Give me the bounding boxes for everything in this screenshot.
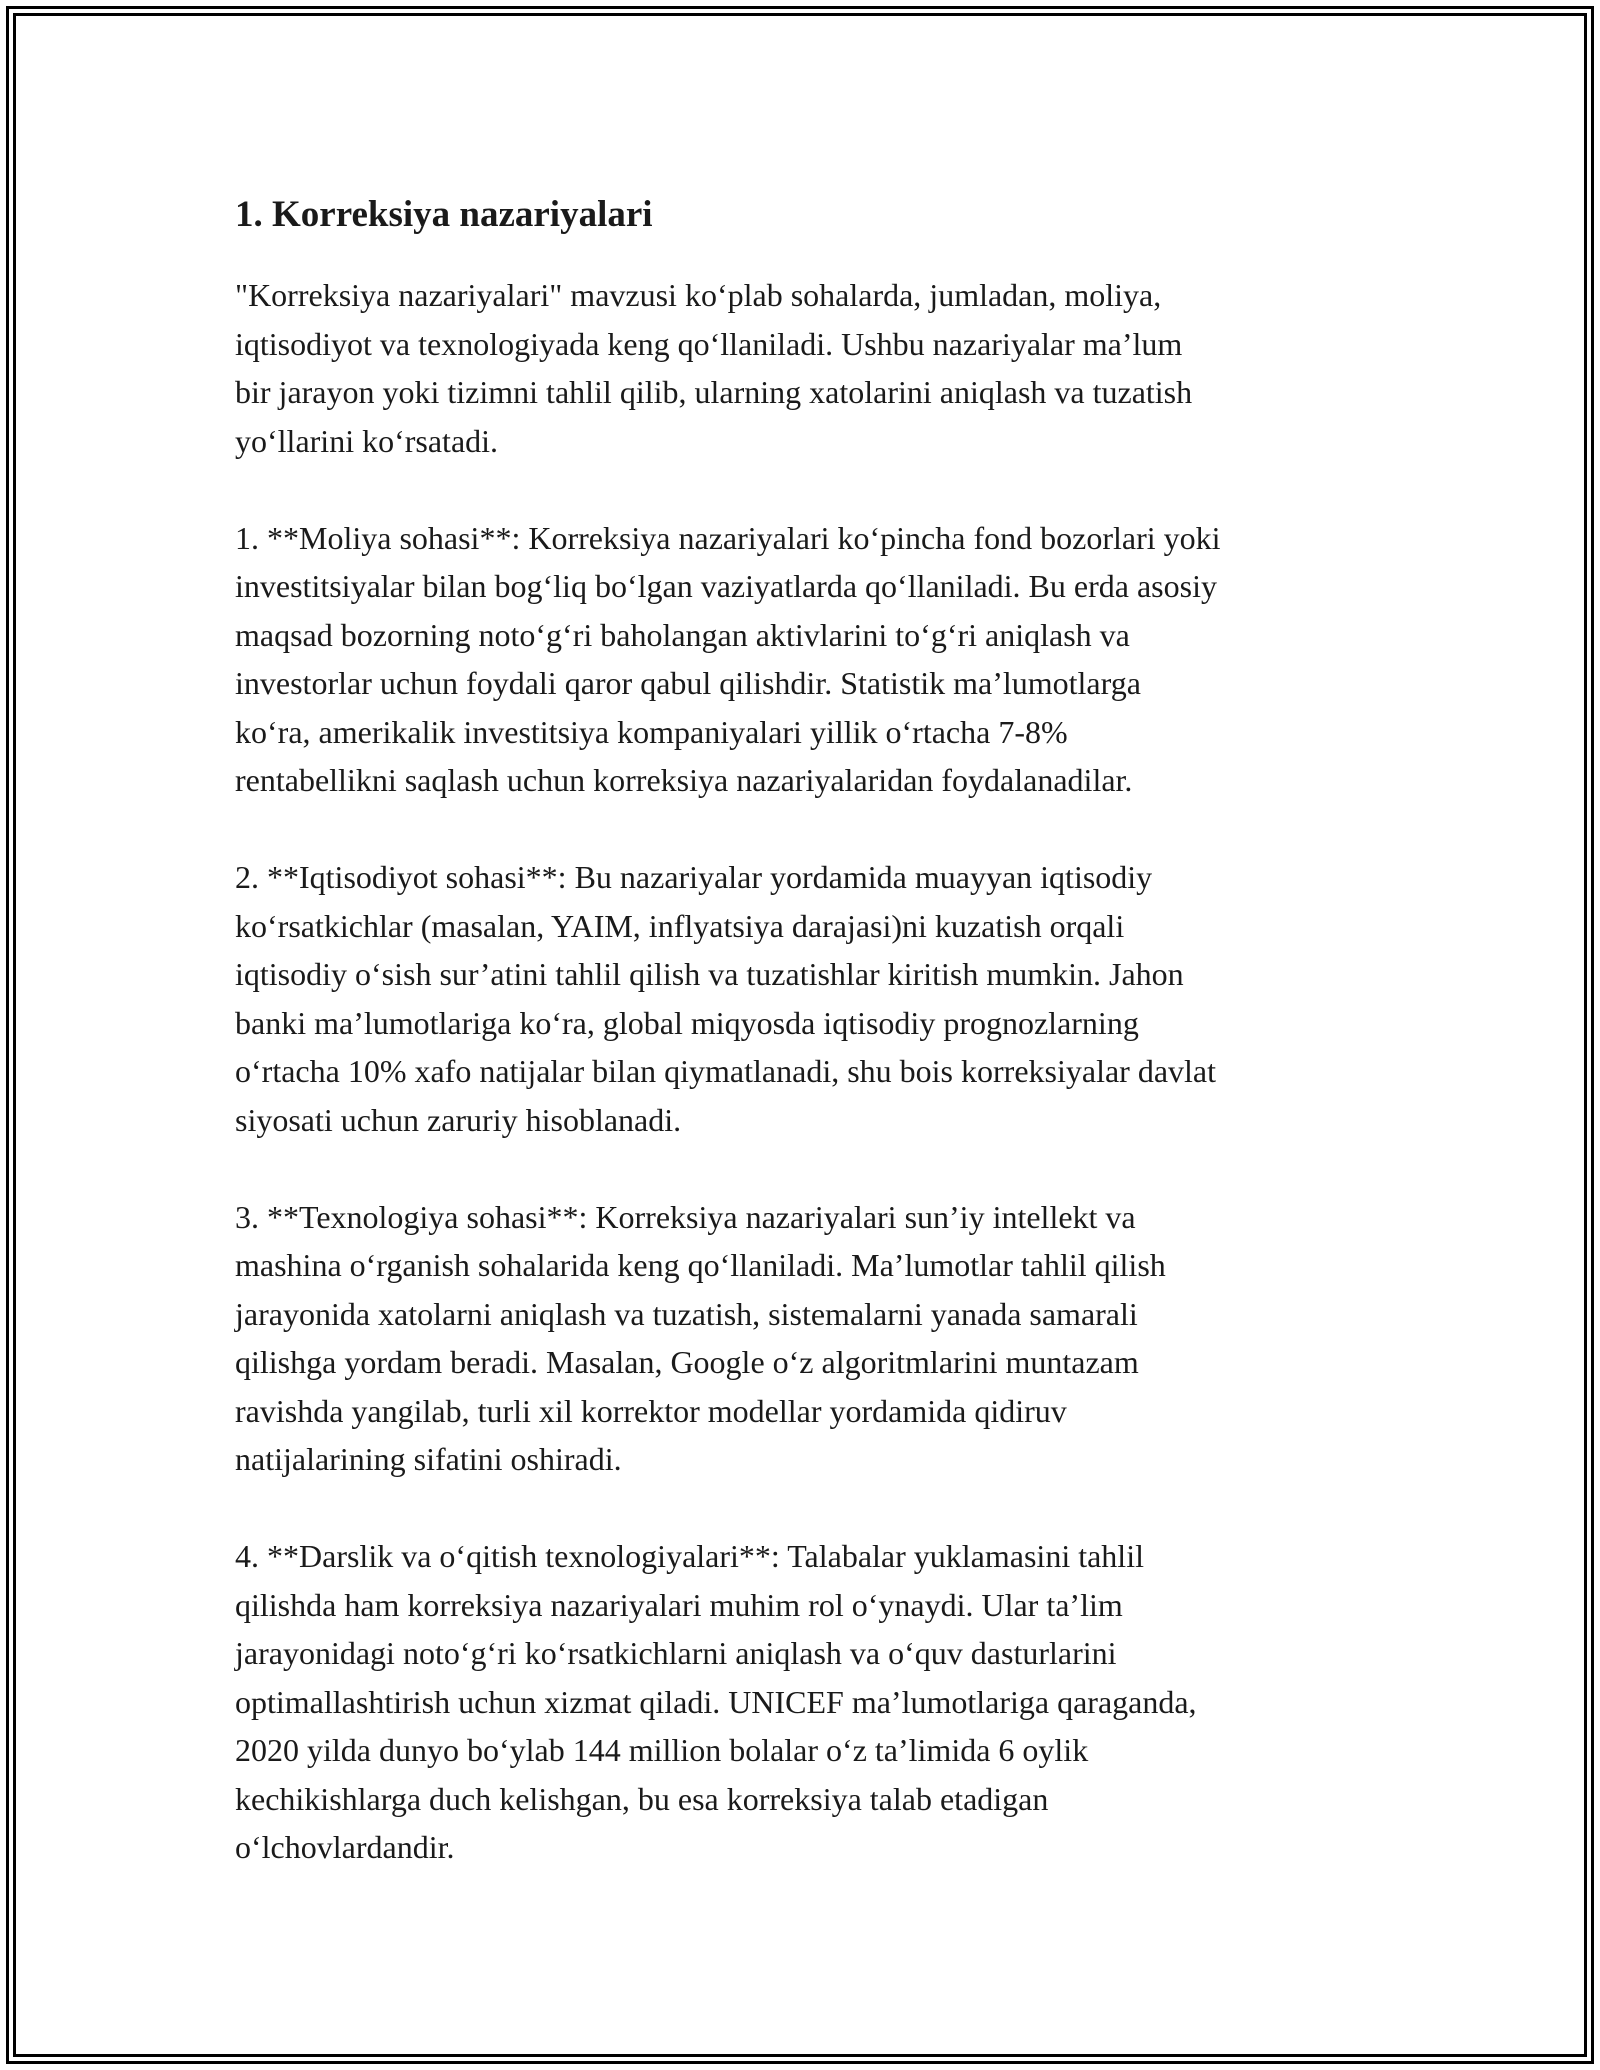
paragraph-line: 2. **Iqtisodiyot sohasi**: Bu nazariyalar yordamida muayyan iqtisodiy [235,859,1153,895]
paragraph-line: mashina o‘rganish sohalarida keng qo‘llaniladi. Ma’lumotlar tahlil qilish [235,1247,1166,1283]
section-heading: 1. Korreksiya nazariyalari [235,194,653,235]
intro-paragraph [235,271,1395,465]
paragraph-line: optimallashtirish uchun xizmat qiladi. UNICEF ma’lumotlariga qaraganda, [235,1683,1197,1720]
paragraph-line: 4. **Darslik va o‘qitish texnologiyalari**: Talabalar yuklamasini tahlil [235,1538,1144,1574]
paragraph-line: yo‘llarini ko‘rsatadi. [235,422,499,459]
paragraph-line: ko‘rsatkichlar (masalan, YAIM, inflyatsiya darajasi)ni kuzatish orqali [235,907,1125,944]
technology-paragraph [235,1193,1395,1484]
paragraph-line: ko‘ra, amerikalik investitsiya kompaniyalari yillik o‘rtacha 7-8% [235,713,1068,750]
document-body [235,185,1395,1920]
paragraph-line: o‘rtacha 10% xafo natijalar bilan qiymatlanadi, shu bois korreksiyalar davlat [235,1053,1216,1089]
economy-paragraph [235,853,1395,1144]
education-paragraph [235,1532,1395,1872]
paragraph-line: maqsad bozorning noto‘g‘ri baholangan aktivlarini to‘g‘ri aniqlash va [235,616,1130,653]
paragraph-line: "Korreksiya nazariyalari" mavzusi ko‘plab sohalarda, jumladan, moliya, [235,277,1162,313]
paragraph-line: investitsiyalar bilan bog‘liq bo‘lgan vaziyatlarda qo‘llaniladi. Bu erda asosiy [235,568,1217,604]
paragraph-line: 1. **Moliya sohasi**: Korreksiya nazariyalari ko‘pincha fond bozorlari yoki [235,519,1221,556]
paragraph-line: bir jarayon yoki tizimni tahlil qilib, ularning xatolarini aniqlash va tuzatish [235,374,1193,410]
paragraph-line: investorlar uchun foydali qaror qabul qilishdir. Statistik ma’lumotlarga [235,665,1141,701]
paragraph-line: qilishda ham korreksiya nazariyalari muhim rol o‘ynaydi. Ular ta’lim [235,1586,1123,1623]
finance-paragraph [235,514,1395,805]
paragraph-line: o‘lchovlardandir. [235,1829,455,1865]
paragraph-line: iqtisodiy o‘sish sur’atini tahlil qilish va tuzatishlar kiritish mumkin. Jahon [235,956,1184,992]
paragraph-line: natijalarining sifatini oshiradi. [235,1441,622,1477]
paragraph-line: jarayonidagi noto‘g‘ri ko‘rsatkichlarni aniqlash va o‘quv dasturlarini [235,1635,1117,1671]
paragraph-line: siyosati uchun zaruriy hisoblanadi. [235,1101,682,1138]
paragraph-line: banki ma’lumotlariga ko‘ra, global miqyosda iqtisodiy prognozlarning [235,1004,1139,1041]
paragraph-line: qilishga yordam beradi. Masalan, Google o‘z algoritmlarini muntazam [235,1344,1139,1380]
paragraph-line: 2020 yilda dunyo bo‘ylab 144 million bolalar o‘z ta’limida 6 oylik [235,1732,1089,1768]
paragraph-line: kechikishlarga duch kelishgan, bu esa korreksiya talab etadigan [235,1780,1049,1817]
paragraph-line: ravishda yangilab, turli xil korrektor modellar yordamida qidiruv [235,1392,1067,1429]
paragraph-line: iqtisodiyot va texnologiyada keng qo‘llaniladi. Ushbu nazariyalar ma’lum [235,325,1183,362]
paragraph-line: rentabellikni saqlash uchun korreksiya nazariyalaridan foydalanadilar. [235,762,1133,798]
paragraph-line: jarayonida xatolarni aniqlash va tuzatish, sistemalarni yanada samarali [235,1295,1138,1332]
paragraph-line: 3. **Texnologiya sohasi**: Korreksiya nazariyalari sun’iy intellekt va [235,1198,1136,1235]
